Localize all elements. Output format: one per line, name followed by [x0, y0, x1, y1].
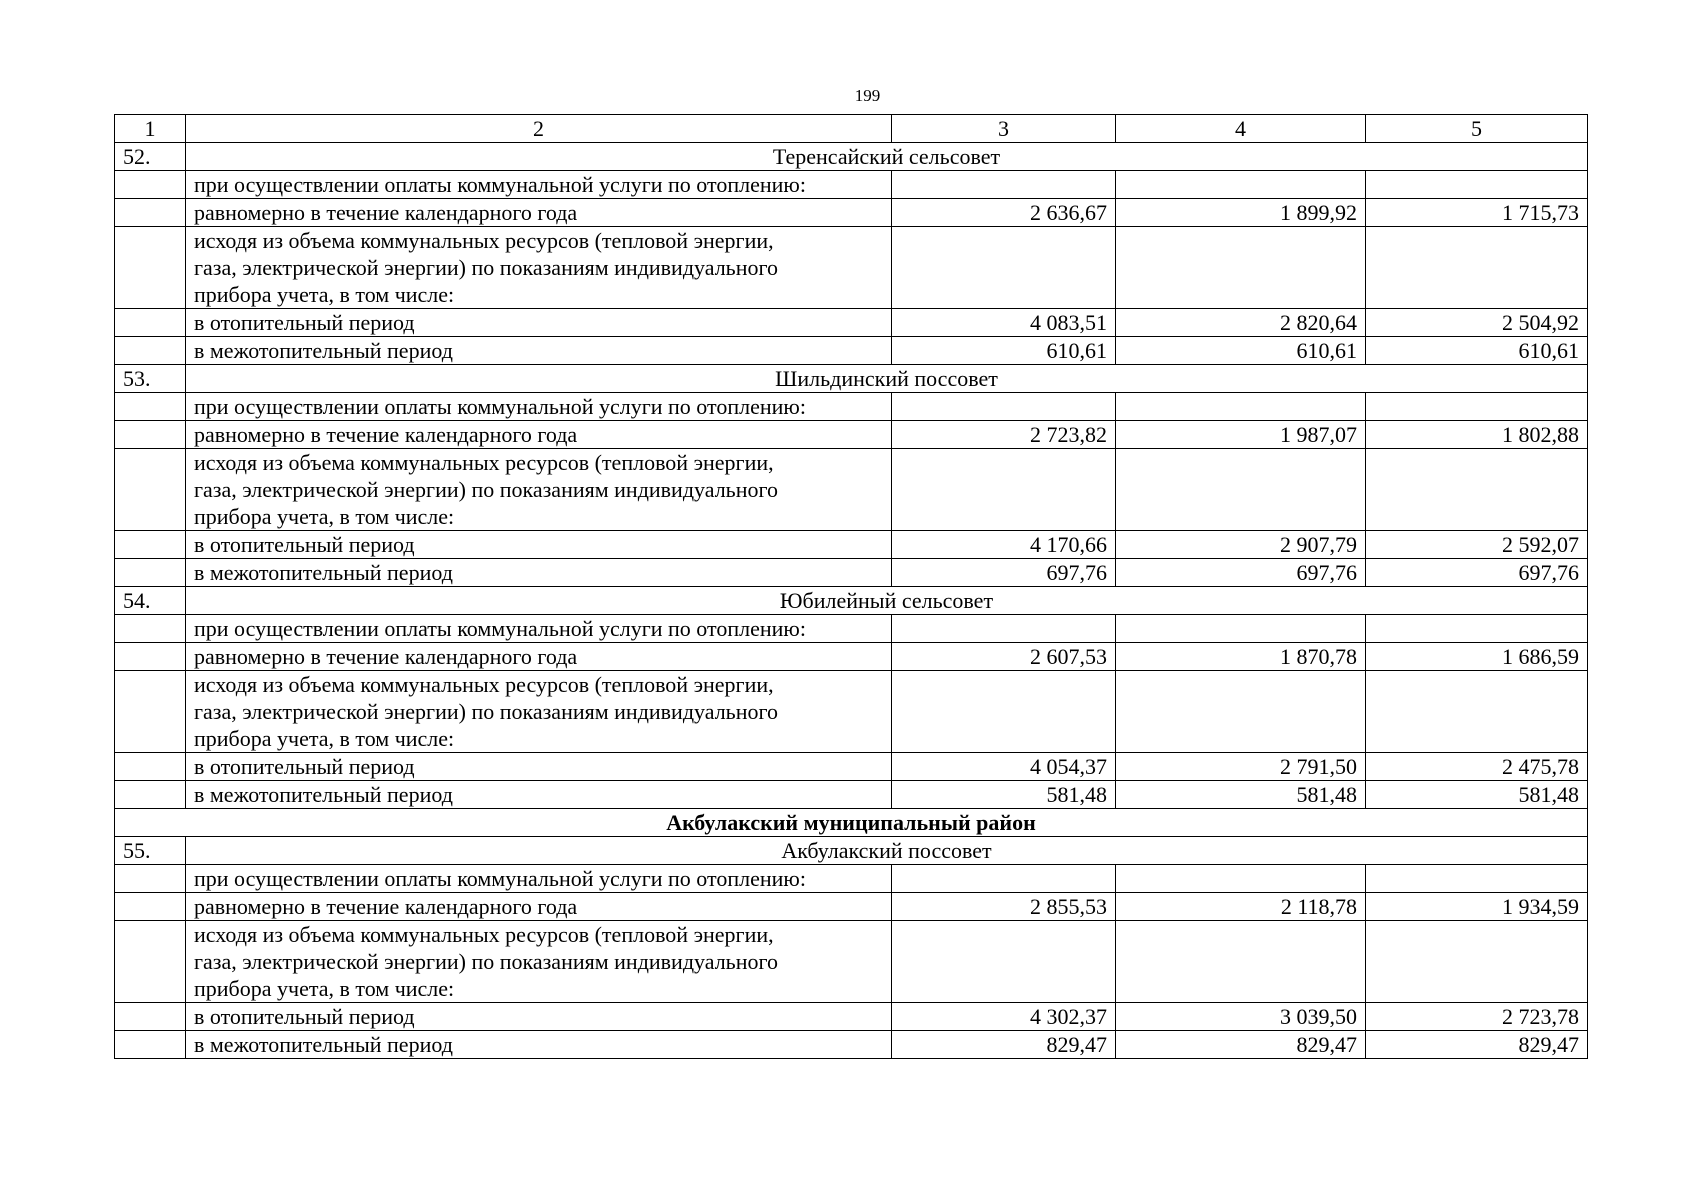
- value-cell: 1 802,88: [1366, 421, 1588, 449]
- table-row: [115, 893, 1588, 921]
- district-name-cell: Акбулакский муниципальный район: [115, 809, 1588, 837]
- row-number-cell: 53.: [115, 365, 186, 393]
- empty-cell: [1366, 393, 1588, 421]
- description-cell: в межотопительный период: [186, 559, 892, 587]
- empty-cell: [115, 643, 186, 671]
- empty-cell: [115, 671, 186, 753]
- settlement-name-cell: Шильдинский поссовет: [186, 365, 1588, 393]
- value-cell: 829,47: [1366, 1031, 1588, 1059]
- table-row: [115, 337, 1588, 365]
- table-row: [115, 921, 1588, 1003]
- description-line: газа, электрической энергии) по показаниям индивидуального: [194, 255, 778, 280]
- empty-cell: [115, 309, 186, 337]
- value-cell: 2 791,50: [1116, 753, 1366, 781]
- settlement-name-cell: Акбулакский поссовет: [186, 837, 1588, 865]
- description-cell: при осуществлении оплаты коммунальной услуги по отоплению:: [186, 393, 892, 421]
- description-cell: равномерно в течение календарного года: [186, 199, 892, 227]
- empty-cell: [892, 171, 1116, 199]
- empty-cell: [892, 615, 1116, 643]
- description-line: прибора учета, в том числе:: [194, 504, 455, 529]
- value-cell: 1 870,78: [1116, 643, 1366, 671]
- table-row: [115, 781, 1588, 809]
- value-cell: 1 987,07: [1116, 421, 1366, 449]
- header-cell: 3: [892, 115, 1116, 143]
- description-cell: [186, 449, 892, 531]
- description-line: исходя из объема коммунальных ресурсов (тепловой энергии,: [194, 450, 774, 475]
- description-line: исходя из объема коммунальных ресурсов (тепловой энергии,: [194, 922, 774, 947]
- page-number: 199: [854, 86, 881, 105]
- description-cell: равномерно в течение календарного года: [186, 643, 892, 671]
- table-row: [115, 559, 1588, 587]
- tariff-table: [114, 114, 1588, 1059]
- table-row: [115, 1031, 1588, 1059]
- description-cell: в отопительный период: [186, 1003, 892, 1031]
- value-cell: 829,47: [892, 1031, 1116, 1059]
- table-row: [115, 865, 1588, 893]
- settlement-title-row: [115, 365, 1588, 393]
- empty-cell: [892, 227, 1116, 309]
- empty-cell: [115, 865, 186, 893]
- empty-cell: [892, 393, 1116, 421]
- header-row: [115, 115, 1588, 143]
- description-cell: при осуществлении оплаты коммунальной услуги по отоплению:: [186, 615, 892, 643]
- header-cell: 1: [115, 115, 186, 143]
- value-cell: 697,76: [1116, 559, 1366, 587]
- table-row: [115, 1003, 1588, 1031]
- value-cell: 581,48: [1116, 781, 1366, 809]
- row-number-cell: 54.: [115, 587, 186, 615]
- empty-cell: [1366, 227, 1588, 309]
- empty-cell: [1366, 171, 1588, 199]
- empty-cell: [115, 781, 186, 809]
- value-cell: 2 636,67: [892, 199, 1116, 227]
- description-cell: в межотопительный период: [186, 1031, 892, 1059]
- description-cell: [186, 921, 892, 1003]
- table-row: [115, 227, 1588, 309]
- value-cell: 2 820,64: [1116, 309, 1366, 337]
- empty-cell: [1366, 449, 1588, 531]
- value-cell: 2 723,82: [892, 421, 1116, 449]
- settlement-title-row: [115, 837, 1588, 865]
- header-cell: 4: [1116, 115, 1366, 143]
- value-cell: 2 504,92: [1366, 309, 1588, 337]
- empty-cell: [115, 615, 186, 643]
- empty-cell: [1116, 393, 1366, 421]
- empty-cell: [1116, 921, 1366, 1003]
- empty-cell: [1366, 671, 1588, 753]
- empty-cell: [892, 671, 1116, 753]
- table-row: [115, 421, 1588, 449]
- empty-cell: [1116, 865, 1366, 893]
- empty-cell: [115, 171, 186, 199]
- description-line: прибора учета, в том числе:: [194, 976, 455, 1001]
- description-cell: в отопительный период: [186, 531, 892, 559]
- empty-cell: [115, 421, 186, 449]
- empty-cell: [1116, 449, 1366, 531]
- table-row: [115, 171, 1588, 199]
- table-row: [115, 393, 1588, 421]
- empty-cell: [115, 337, 186, 365]
- empty-cell: [1116, 615, 1366, 643]
- value-cell: 2 907,79: [1116, 531, 1366, 559]
- description-line: исходя из объема коммунальных ресурсов (тепловой энергии,: [194, 672, 774, 697]
- district-row: [115, 809, 1588, 837]
- description-line: газа, электрической энергии) по показаниям индивидуального: [194, 699, 778, 724]
- value-cell: 697,76: [892, 559, 1116, 587]
- value-cell: 829,47: [1116, 1031, 1366, 1059]
- empty-cell: [115, 199, 186, 227]
- empty-cell: [115, 1031, 186, 1059]
- row-number-cell: 52.: [115, 143, 186, 171]
- table-row: [115, 199, 1588, 227]
- description-cell: при осуществлении оплаты коммунальной услуги по отоплению:: [186, 865, 892, 893]
- description-line: газа, электрической энергии) по показаниям индивидуального: [194, 477, 778, 502]
- description-line: исходя из объема коммунальных ресурсов (тепловой энергии,: [194, 228, 774, 253]
- description-cell: равномерно в течение календарного года: [186, 421, 892, 449]
- description-cell: равномерно в течение календарного года: [186, 893, 892, 921]
- empty-cell: [115, 893, 186, 921]
- value-cell: 4 083,51: [892, 309, 1116, 337]
- table-row: [115, 643, 1588, 671]
- table-row: [115, 671, 1588, 753]
- empty-cell: [115, 227, 186, 309]
- value-cell: 2 723,78: [1366, 1003, 1588, 1031]
- description-cell: при осуществлении оплаты коммунальной услуги по отоплению:: [186, 171, 892, 199]
- empty-cell: [1116, 227, 1366, 309]
- empty-cell: [115, 393, 186, 421]
- value-cell: 2 592,07: [1366, 531, 1588, 559]
- value-cell: 1 934,59: [1366, 893, 1588, 921]
- description-line: газа, электрической энергии) по показаниям индивидуального: [194, 949, 778, 974]
- empty-cell: [115, 753, 186, 781]
- empty-cell: [1116, 671, 1366, 753]
- value-cell: 581,48: [892, 781, 1116, 809]
- value-cell: 2 118,78: [1116, 893, 1366, 921]
- value-cell: 3 039,50: [1116, 1003, 1366, 1031]
- value-cell: 4 302,37: [892, 1003, 1116, 1031]
- settlement-name-cell: Теренсайский сельсовет: [186, 143, 1588, 171]
- settlement-title-row: [115, 143, 1588, 171]
- description-cell: [186, 671, 892, 753]
- table-row: [115, 753, 1588, 781]
- empty-cell: [1116, 171, 1366, 199]
- value-cell: 697,76: [1366, 559, 1588, 587]
- value-cell: 4 170,66: [892, 531, 1116, 559]
- value-cell: 610,61: [1116, 337, 1366, 365]
- value-cell: 1 686,59: [1366, 643, 1588, 671]
- empty-cell: [115, 449, 186, 531]
- description-cell: в отопительный период: [186, 753, 892, 781]
- empty-cell: [892, 921, 1116, 1003]
- empty-cell: [1366, 921, 1588, 1003]
- empty-cell: [115, 531, 186, 559]
- settlement-name-cell: Юбилейный сельсовет: [186, 587, 1588, 615]
- empty-cell: [1366, 865, 1588, 893]
- description-cell: в межотопительный период: [186, 337, 892, 365]
- table-row: [115, 531, 1588, 559]
- empty-cell: [892, 865, 1116, 893]
- value-cell: 610,61: [1366, 337, 1588, 365]
- empty-cell: [892, 449, 1116, 531]
- value-cell: 2 475,78: [1366, 753, 1588, 781]
- value-cell: 581,48: [1366, 781, 1588, 809]
- table-row: [115, 615, 1588, 643]
- table-row: [115, 449, 1588, 531]
- empty-cell: [1366, 615, 1588, 643]
- value-cell: 4 054,37: [892, 753, 1116, 781]
- description-cell: [186, 227, 892, 309]
- description-line: прибора учета, в том числе:: [194, 726, 455, 751]
- header-cell: 2: [186, 115, 892, 143]
- row-number-cell: 55.: [115, 837, 186, 865]
- description-line: прибора учета, в том числе:: [194, 282, 455, 307]
- empty-cell: [115, 1003, 186, 1031]
- value-cell: 1 715,73: [1366, 199, 1588, 227]
- value-cell: 2 855,53: [892, 893, 1116, 921]
- empty-cell: [115, 559, 186, 587]
- description-cell: в отопительный период: [186, 309, 892, 337]
- value-cell: 1 899,92: [1116, 199, 1366, 227]
- settlement-title-row: [115, 587, 1588, 615]
- value-cell: 610,61: [892, 337, 1116, 365]
- table-row: [115, 309, 1588, 337]
- description-cell: в межотопительный период: [186, 781, 892, 809]
- header-cell: 5: [1366, 115, 1588, 143]
- value-cell: 2 607,53: [892, 643, 1116, 671]
- empty-cell: [115, 921, 186, 1003]
